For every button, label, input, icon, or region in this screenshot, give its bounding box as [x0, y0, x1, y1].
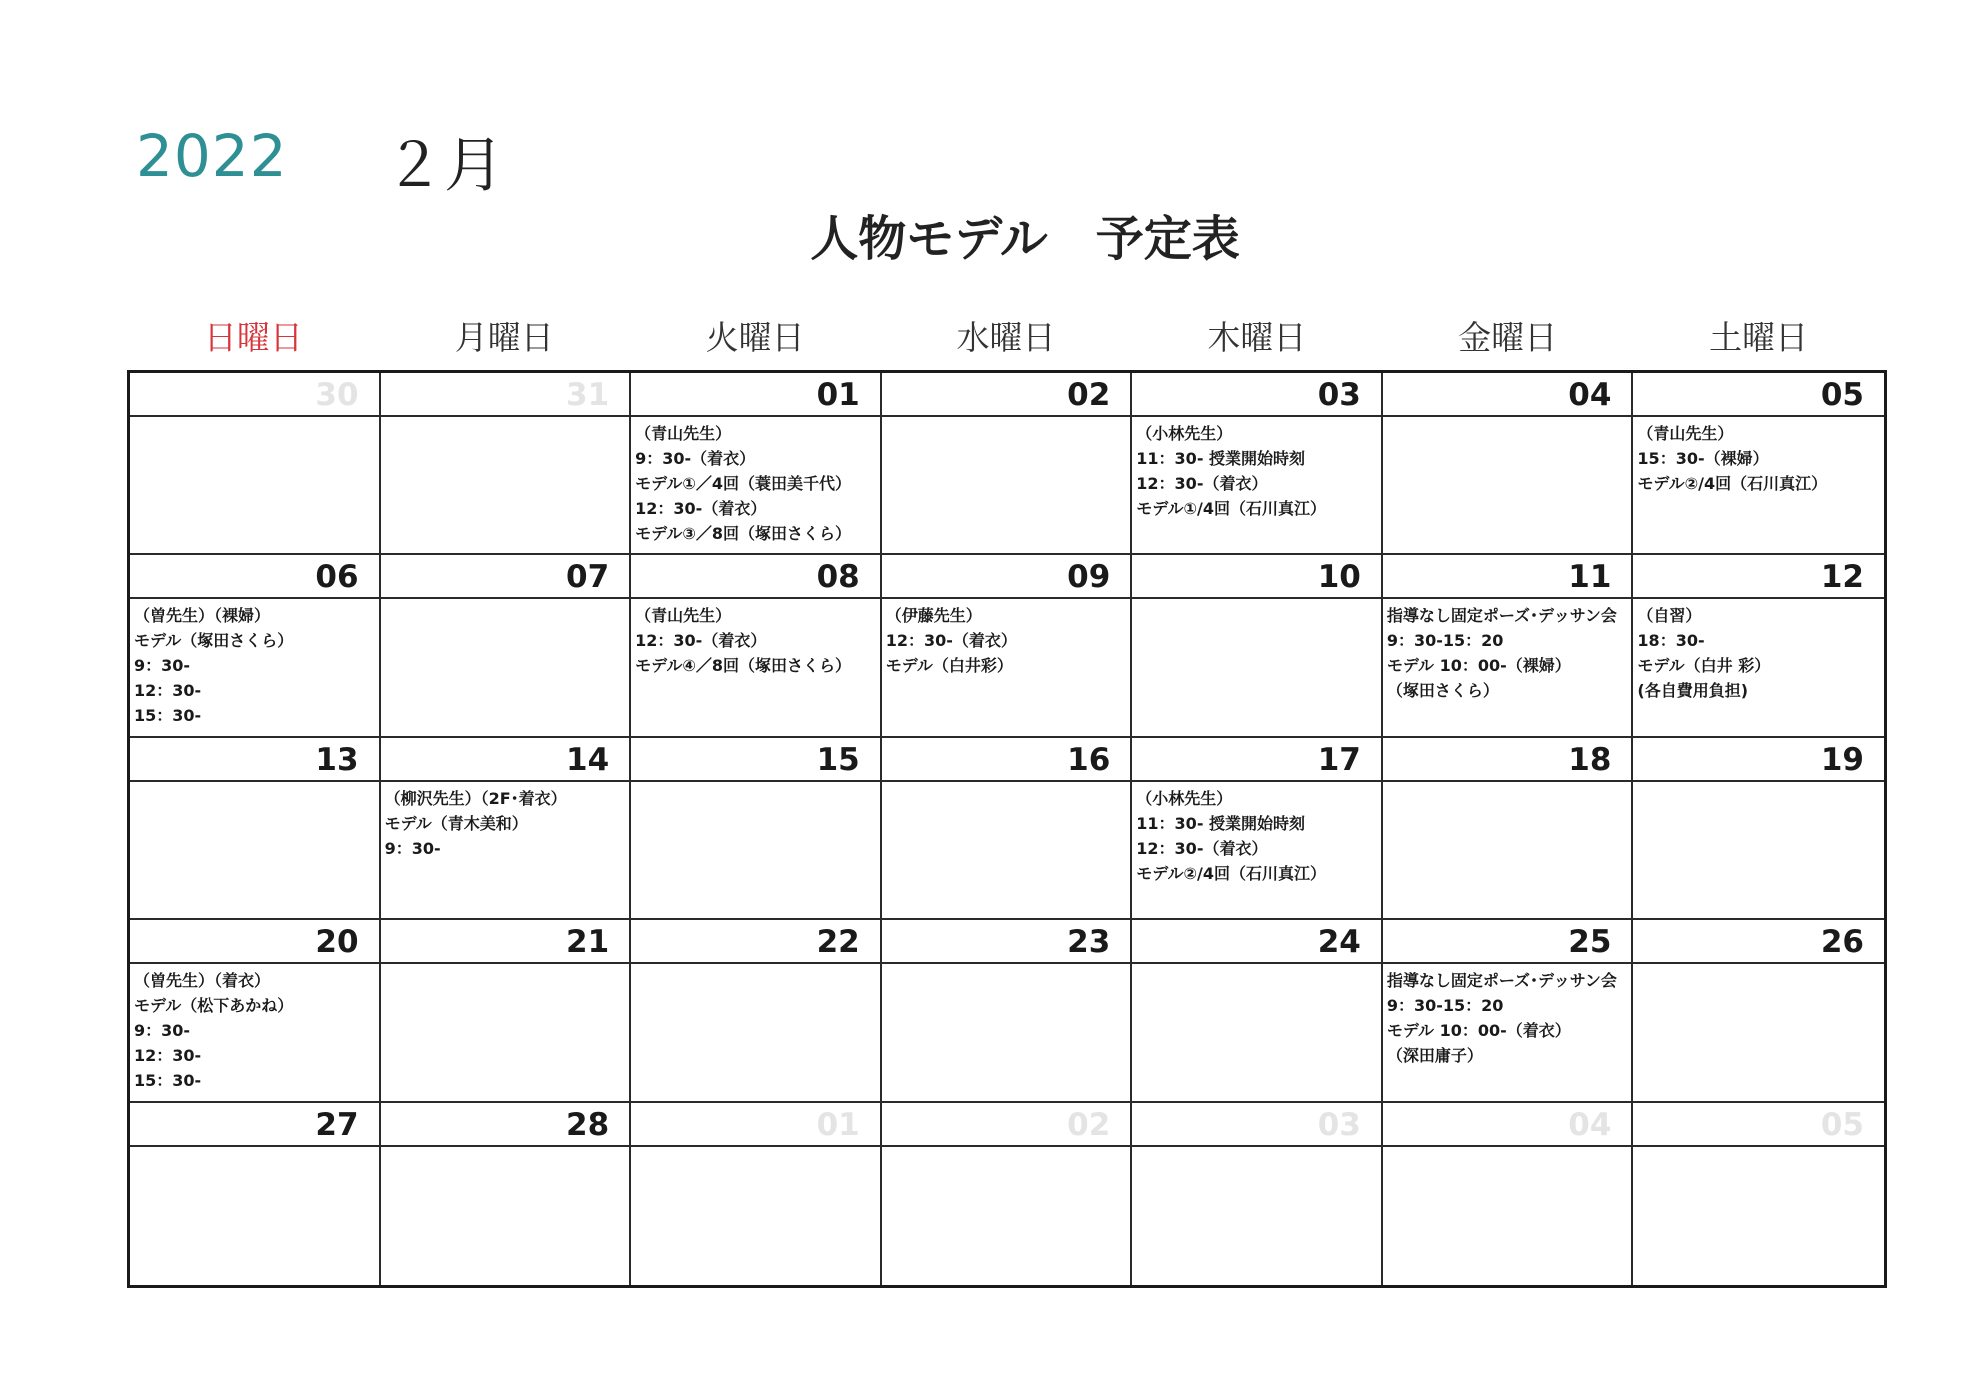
calendar-day-cell	[130, 1103, 381, 1285]
day-schedule	[381, 964, 630, 968]
calendar-day-cell	[1383, 920, 1634, 1102]
day-schedule	[1633, 417, 1884, 496]
day-number: 25	[1383, 920, 1632, 964]
schedule-line: （青山先生）	[635, 606, 732, 626]
calendar-day-cell	[381, 738, 632, 920]
year-label: 2022	[136, 122, 288, 190]
schedule-line: 指導なし固定ポーズ･デッサン会	[1386, 606, 1617, 626]
calendar-day-cell	[882, 1103, 1133, 1285]
schedule-line: モデル③／8回（塚田さくら）	[635, 524, 852, 543]
day-schedule	[1132, 1147, 1381, 1151]
day-schedule	[1132, 417, 1381, 521]
day-number: 10	[1132, 555, 1381, 599]
weekday-saturday: 土曜日	[1709, 318, 1809, 357]
day-number: 27	[130, 1103, 379, 1147]
calendar-day-cell	[130, 373, 381, 555]
day-schedule	[882, 1147, 1131, 1151]
calendar-day-cell	[1132, 555, 1383, 737]
day-schedule	[381, 1147, 630, 1151]
day-number: 15	[631, 738, 880, 782]
calendar-day-cell	[631, 738, 882, 920]
day-schedule	[130, 782, 379, 786]
day-schedule	[381, 782, 630, 861]
day-schedule	[1383, 782, 1632, 786]
calendar-day-cell	[631, 920, 882, 1102]
calendar-day-cell	[631, 1103, 882, 1285]
day-schedule	[882, 964, 1131, 968]
day-number: 17	[1132, 738, 1381, 782]
day-schedule	[381, 417, 630, 421]
day-number: 26	[1633, 920, 1884, 964]
day-schedule	[1383, 1147, 1632, 1151]
day-schedule	[631, 599, 880, 678]
calendar-day-cell	[1633, 373, 1884, 555]
calendar-day-cell	[1132, 373, 1383, 555]
schedule-line: （深田庸子）	[1386, 1046, 1483, 1066]
calendar-grid	[127, 370, 1887, 1288]
schedule-line: モデル①/4回（石川真江）	[1136, 499, 1327, 518]
day-schedule	[631, 964, 880, 968]
schedule-line: モデル②/4回（石川真江）	[1136, 863, 1327, 883]
calendar-day-cell	[882, 738, 1133, 920]
day-schedule	[1383, 964, 1632, 1068]
day-number: 24	[1132, 920, 1381, 964]
schedule-line: 9：30-15：20	[1386, 996, 1504, 1016]
day-schedule	[1633, 964, 1884, 968]
calendar-day-cell	[1132, 738, 1383, 920]
day-schedule	[1132, 599, 1381, 603]
day-schedule	[882, 782, 1131, 786]
month-label: ２月	[384, 131, 504, 201]
schedule-line: モデル④／8回（塚田さくら）	[635, 656, 852, 676]
calendar-day-cell	[130, 738, 381, 920]
schedule-line: （小林先生）	[1136, 424, 1233, 443]
schedule-line: （青山先生）	[635, 424, 732, 443]
schedule-line: （小林先生）	[1136, 788, 1233, 808]
day-schedule	[1633, 599, 1884, 703]
day-number: 13	[130, 738, 379, 782]
day-number: 01	[631, 1103, 880, 1147]
page-title: 人物モデル 予定表	[810, 211, 1240, 267]
day-schedule	[1633, 782, 1884, 786]
day-schedule	[882, 417, 1131, 421]
calendar-day-cell	[882, 555, 1133, 737]
calendar-day-cell	[1383, 555, 1634, 737]
day-number: 06	[130, 555, 379, 599]
schedule-line: 11：30- 授業開始時刻	[1136, 813, 1306, 833]
day-number: 04	[1383, 1103, 1632, 1147]
weekday-monday: 月曜日	[454, 318, 554, 357]
day-schedule	[631, 1147, 880, 1151]
day-schedule	[1383, 599, 1632, 703]
schedule-line: モデル 10：00-（裸婦）	[1386, 656, 1571, 676]
schedule-line: 9：30-	[384, 838, 441, 858]
schedule-line: 9：30-	[134, 656, 191, 676]
day-number: 14	[381, 738, 630, 782]
calendar-day-cell	[1633, 1103, 1884, 1285]
schedule-line: 12：30-	[134, 1046, 202, 1066]
calendar-day-cell	[882, 373, 1133, 555]
calendar-day-cell	[130, 555, 381, 737]
day-number: 12	[1633, 555, 1884, 599]
day-schedule	[882, 599, 1131, 678]
schedule-line: 12：30-（着衣）	[635, 499, 767, 518]
schedule-line: （伊藤先生）	[885, 606, 982, 626]
day-number: 19	[1633, 738, 1884, 782]
calendar-day-cell	[882, 920, 1133, 1102]
day-number: 01	[631, 373, 880, 417]
schedule-line: 9：30-	[134, 1021, 191, 1041]
calendar-day-cell	[631, 555, 882, 737]
calendar-day-cell	[1132, 920, 1383, 1102]
day-number: 07	[381, 555, 630, 599]
weekday-friday: 金曜日	[1458, 318, 1558, 357]
calendar-day-cell	[130, 920, 381, 1102]
calendar-day-cell	[1383, 373, 1634, 555]
weekday-tuesday: 火曜日	[705, 318, 805, 357]
calendar-day-cell	[631, 373, 882, 555]
weekday-sunday: 日曜日	[203, 318, 303, 357]
calendar-day-cell	[381, 1103, 632, 1285]
calendar-day-cell	[1383, 738, 1634, 920]
day-schedule	[130, 1147, 379, 1151]
day-number: 28	[381, 1103, 630, 1147]
day-number: 18	[1383, 738, 1632, 782]
schedule-line: モデル 10：00-（着衣）	[1386, 1021, 1571, 1041]
day-number: 20	[130, 920, 379, 964]
day-schedule	[1132, 964, 1381, 968]
weekday-header-row	[128, 312, 1884, 359]
schedule-line: （自習）	[1637, 606, 1702, 626]
day-number: 22	[631, 920, 880, 964]
day-number: 31	[381, 373, 630, 417]
day-number: 16	[882, 738, 1131, 782]
calendar-day-cell	[381, 920, 632, 1102]
schedule-line: 18：30-	[1637, 631, 1705, 651]
weekday-thursday: 木曜日	[1207, 318, 1307, 357]
day-number: 03	[1132, 1103, 1381, 1147]
schedule-line: 9：30-15：20	[1386, 631, 1504, 651]
day-number: 03	[1132, 373, 1381, 417]
calendar-day-cell	[1633, 920, 1884, 1102]
schedule-line: 12：30-（着衣）	[635, 631, 767, 651]
schedule-line: 11：30- 授業開始時刻	[1136, 449, 1306, 468]
day-number: 30	[130, 373, 379, 417]
schedule-line: モデル（塚田さくら）	[134, 631, 294, 651]
calendar-day-cell	[1383, 1103, 1634, 1285]
weekday-wednesday: 水曜日	[956, 318, 1056, 357]
schedule-line: 9：30-（着衣）	[635, 449, 756, 468]
schedule-line: モデル（青木美和）	[384, 813, 528, 833]
day-number: 21	[381, 920, 630, 964]
schedule-line: 12：30-（着衣）	[885, 631, 1017, 651]
schedule-line: 12：30-（着衣）	[1136, 838, 1268, 858]
day-number: 05	[1633, 373, 1884, 417]
day-schedule	[1633, 1147, 1884, 1151]
day-schedule	[130, 964, 379, 1093]
day-number: 11	[1383, 555, 1632, 599]
schedule-line: （柳沢先生）（2F･着衣）	[384, 788, 567, 808]
day-number: 08	[631, 555, 880, 599]
day-number: 09	[882, 555, 1131, 599]
schedule-line: 12：30-（着衣）	[1136, 474, 1268, 493]
schedule-line: 12：30-	[134, 681, 202, 701]
schedule-line: モデル②/4回（石川真江）	[1637, 474, 1828, 493]
schedule-line: （曽先生）（裸婦）	[134, 606, 271, 626]
schedule-line: モデル①／4回（蓑田美千代）	[635, 474, 852, 493]
schedule-line: （塚田さくら）	[1386, 681, 1499, 701]
calendar-day-cell	[1633, 555, 1884, 737]
schedule-line: (各自費用負担)	[1637, 681, 1749, 701]
day-number: 02	[882, 1103, 1131, 1147]
schedule-line: 15：30-	[134, 1071, 202, 1091]
schedule-line: 15：30-	[134, 706, 202, 726]
day-number: 05	[1633, 1103, 1884, 1147]
calendar-day-cell	[1633, 738, 1884, 920]
day-schedule	[130, 417, 379, 421]
day-schedule	[130, 599, 379, 728]
day-number: 02	[882, 373, 1131, 417]
day-number: 23	[882, 920, 1131, 964]
schedule-line: 15：30-（裸婦）	[1637, 449, 1769, 468]
schedule-line: （青山先生）	[1637, 424, 1734, 443]
day-schedule	[381, 599, 630, 603]
schedule-line: モデル（松下あかね）	[134, 996, 294, 1016]
schedule-line: 指導なし固定ポーズ･デッサン会	[1386, 971, 1617, 991]
day-schedule	[1132, 782, 1381, 886]
calendar-day-cell	[381, 555, 632, 737]
schedule-line: モデル（白井彩）	[885, 656, 1013, 676]
day-schedule	[631, 782, 880, 786]
day-number: 04	[1383, 373, 1632, 417]
calendar-day-cell	[381, 373, 632, 555]
schedule-line: モデル（白井 彩）	[1637, 656, 1771, 676]
calendar-day-cell	[1132, 1103, 1383, 1285]
day-schedule	[631, 417, 880, 546]
schedule-line: （曽先生）（着衣）	[134, 971, 271, 991]
day-schedule	[1383, 417, 1632, 421]
